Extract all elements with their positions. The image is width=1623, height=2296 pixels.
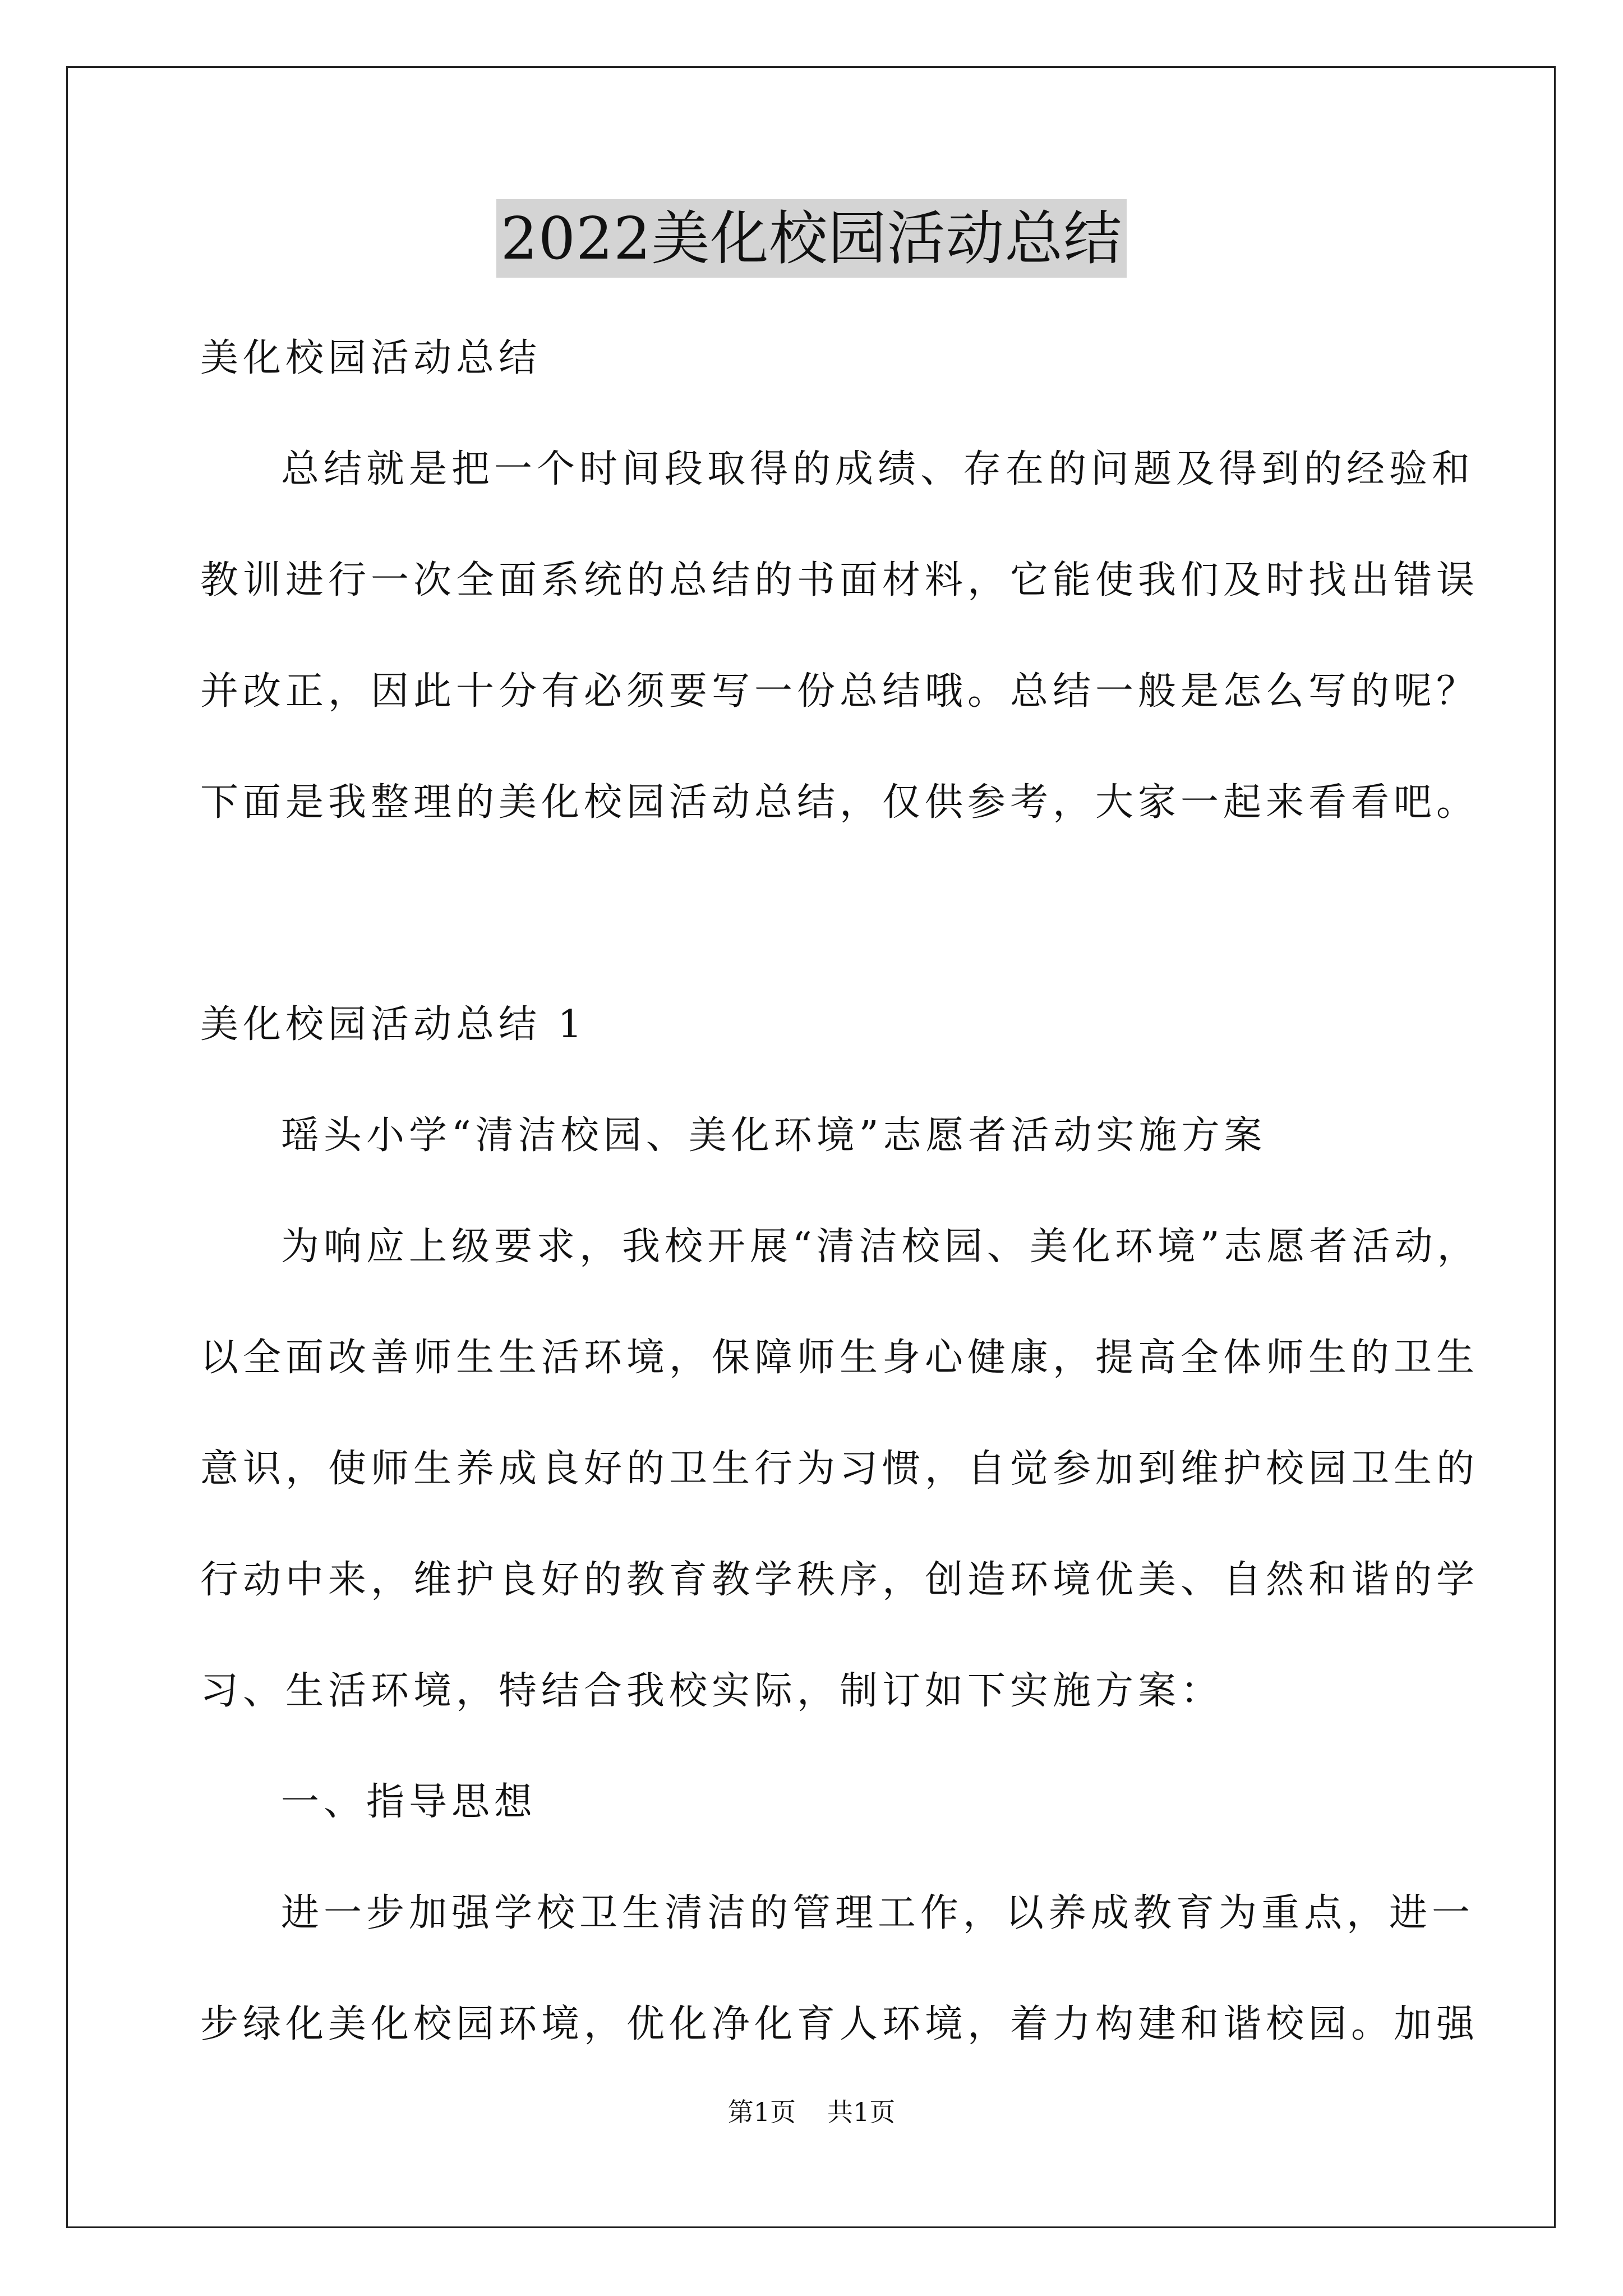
intro-line: 教训进行一次全面系统的总结的书面材料，它能使我们及时找出错误 [200, 558, 1479, 602]
paragraph-line: 步绿化美化校园环境，优化净化育人环境，着力构建和谐校园。加强 [200, 2002, 1479, 2046]
blank-line [200, 858, 1434, 969]
section-heading: 美化校园活动总结 [200, 336, 542, 380]
page-footer [0, 2095, 1623, 2129]
document-body [200, 303, 1480, 2080]
paragraph-line: 进一步加强学校卫生清洁的管理工作，以养成教育为重点，进一 [281, 1891, 1475, 1935]
paragraph-line: 为响应上级要求，我校开展“清洁校园、美化环境”志愿者活动， [281, 1225, 1480, 1269]
document-title: 2022美化校园活动总结 [496, 199, 1127, 278]
plan-title: 瑶头小学“清洁校园、美化环境”志愿者活动实施方案 [281, 1114, 1267, 1158]
paragraph-line: 习、生活环境，特结合我校实际，制订如下实施方案： [200, 1669, 1224, 1713]
paragraph-line: 意识，使师生养成良好的卫生行为习惯，自觉参加到维护校园卫生的 [200, 1447, 1479, 1491]
intro-line: 并改正，因此十分有必须要写一份总结哦。总结一般是怎么写的呢？ [200, 669, 1479, 714]
section-heading-1: 美化校园活动总结 1 [200, 1002, 587, 1047]
intro-line: 下面是我整理的美化校园活动总结，仅供参考，大家一起来看看吧。 [200, 780, 1479, 825]
paragraph-line: 以全面改善师生生活环境，保障师生身心健康，提高全体师生的卫生 [200, 1336, 1479, 1380]
subheading-guiding-thought: 一、指导思想 [281, 1780, 537, 1824]
title-container [0, 199, 1623, 278]
page-number: 第1页 [727, 2097, 796, 2127]
paragraph-line: 行动中来，维护良好的教育教学秩序，创造环境优美、自然和谐的学 [200, 1558, 1479, 1602]
page-total: 共1页 [827, 2097, 896, 2127]
intro-line: 总结就是把一个时间段取得的成绩、存在的问题及得到的经验和 [281, 447, 1475, 491]
